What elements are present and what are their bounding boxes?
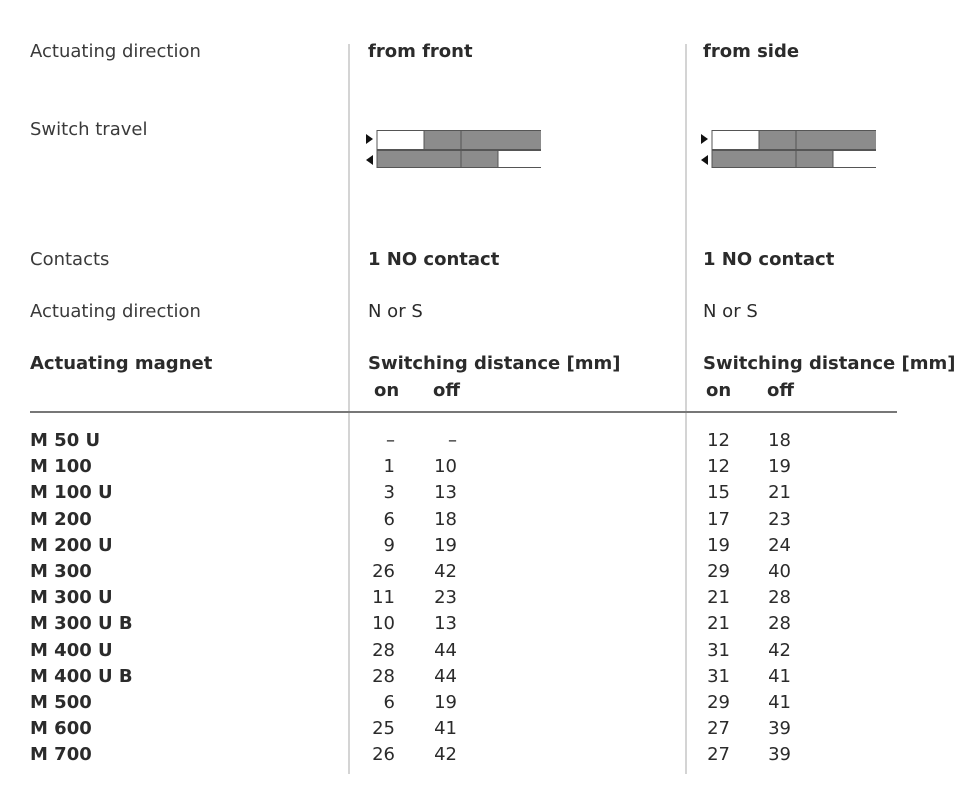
value-side-off: 42 <box>768 639 791 661</box>
value-side-on: 29 <box>707 561 730 582</box>
magnet-name: M 700 <box>30 744 92 766</box>
on-label-front: on <box>374 380 400 401</box>
magnet-name: M 300 U <box>30 587 113 609</box>
label-actuating-magnet: Actuating magnet <box>30 353 213 374</box>
value-side-on: 15 <box>707 482 730 504</box>
value-side-on: 31 <box>707 639 730 661</box>
magnet-name: M 300 <box>30 561 92 582</box>
value-side-on: 12 <box>707 430 730 451</box>
value-side-on: 29 <box>707 692 730 713</box>
value-side-off: 18 <box>768 430 791 451</box>
magnet-name: M 200 <box>30 508 92 530</box>
value-side-off: 39 <box>768 744 791 766</box>
value-front-on: 28 <box>372 639 395 661</box>
value-front-on: 28 <box>372 665 395 687</box>
value-front-off: 23 <box>434 587 457 609</box>
value-side-on: 21 <box>707 613 730 635</box>
value-side-off: 41 <box>768 665 791 687</box>
magnet-name: M 600 <box>30 718 92 740</box>
value-front-off: 19 <box>434 534 457 556</box>
table-row <box>0 587 962 613</box>
value-side-on: 19 <box>707 534 730 556</box>
value-front-on: 10 <box>372 613 395 635</box>
table-row <box>0 430 962 456</box>
value-side-off: 21 <box>768 482 791 504</box>
value-front-off: 42 <box>434 561 457 582</box>
value-front-on: 3 <box>383 482 395 504</box>
contact-side: 1 NO contact <box>703 249 835 270</box>
magnet-name: M 400 U B <box>30 665 133 687</box>
value-front-off: 13 <box>434 613 457 635</box>
contact-front: 1 NO contact <box>368 249 500 270</box>
value-front-off: 10 <box>434 456 457 478</box>
direction-front: from front <box>368 41 473 62</box>
value-front-on: 9 <box>383 534 395 556</box>
table-row <box>0 482 962 508</box>
value-front-off: 13 <box>434 482 457 504</box>
value-front-off: 42 <box>434 744 457 766</box>
distance-header-front: Switching distance [mm] <box>368 353 621 374</box>
label-contacts: Contacts <box>30 249 110 270</box>
polarity-front: N or S <box>368 301 423 322</box>
value-front-off: – <box>448 430 457 451</box>
off-label-front: off <box>433 380 460 401</box>
label-actuating-direction-polarity: Actuating direction <box>30 301 201 322</box>
value-side-off: 28 <box>768 587 791 609</box>
value-side-on: 27 <box>707 744 730 766</box>
table-row <box>0 456 962 482</box>
value-side-on: 17 <box>707 508 730 530</box>
table-row <box>0 640 962 666</box>
table-row <box>0 718 962 744</box>
value-front-off: 44 <box>434 639 457 661</box>
table-row <box>0 666 962 692</box>
value-side-off: 39 <box>768 718 791 740</box>
value-front-on: – <box>386 430 395 451</box>
value-front-on: 26 <box>372 561 395 582</box>
label-actuating-direction: Actuating direction <box>30 41 201 62</box>
table-row <box>0 613 962 639</box>
magnet-name: M 400 U <box>30 639 113 661</box>
value-front-on: 6 <box>383 692 395 713</box>
table-row <box>0 744 962 770</box>
magnet-name: M 200 U <box>30 534 113 556</box>
table-row <box>0 561 962 587</box>
table-row <box>0 692 962 718</box>
value-side-on: 12 <box>707 456 730 478</box>
value-side-off: 19 <box>768 456 791 478</box>
value-side-on: 27 <box>707 718 730 740</box>
label-switch-travel: Switch travel <box>30 119 148 140</box>
value-front-on: 6 <box>383 508 395 530</box>
magnet-name: M 500 <box>30 692 92 713</box>
value-side-off: 41 <box>768 692 791 713</box>
distance-header-side: Switching distance [mm] <box>703 353 956 374</box>
value-front-off: 41 <box>434 718 457 740</box>
value-front-off: 19 <box>434 692 457 713</box>
value-side-off: 28 <box>768 613 791 635</box>
value-front-on: 25 <box>372 718 395 740</box>
value-side-off: 23 <box>768 508 791 530</box>
value-front-off: 18 <box>434 508 457 530</box>
on-label-side: on <box>706 380 732 401</box>
table-header-rule <box>30 411 897 413</box>
value-front-off: 44 <box>434 665 457 687</box>
table-row <box>0 535 962 561</box>
value-side-on: 21 <box>707 587 730 609</box>
value-side-off: 40 <box>768 561 791 582</box>
value-side-off: 24 <box>768 534 791 556</box>
value-front-on: 1 <box>383 456 395 478</box>
polarity-side: N or S <box>703 301 758 322</box>
off-label-side: off <box>767 380 794 401</box>
magnet-name: M 300 U B <box>30 613 133 635</box>
magnet-name: M 50 U <box>30 430 101 451</box>
magnet-name: M 100 U <box>30 482 113 504</box>
magnet-name: M 100 <box>30 456 92 478</box>
value-front-on: 26 <box>372 744 395 766</box>
switch-travel-diagram-front <box>366 129 541 171</box>
value-front-on: 11 <box>372 587 395 609</box>
table-row <box>0 509 962 535</box>
value-side-on: 31 <box>707 665 730 687</box>
direction-side: from side <box>703 41 800 62</box>
switch-travel-diagram-side <box>701 129 876 171</box>
